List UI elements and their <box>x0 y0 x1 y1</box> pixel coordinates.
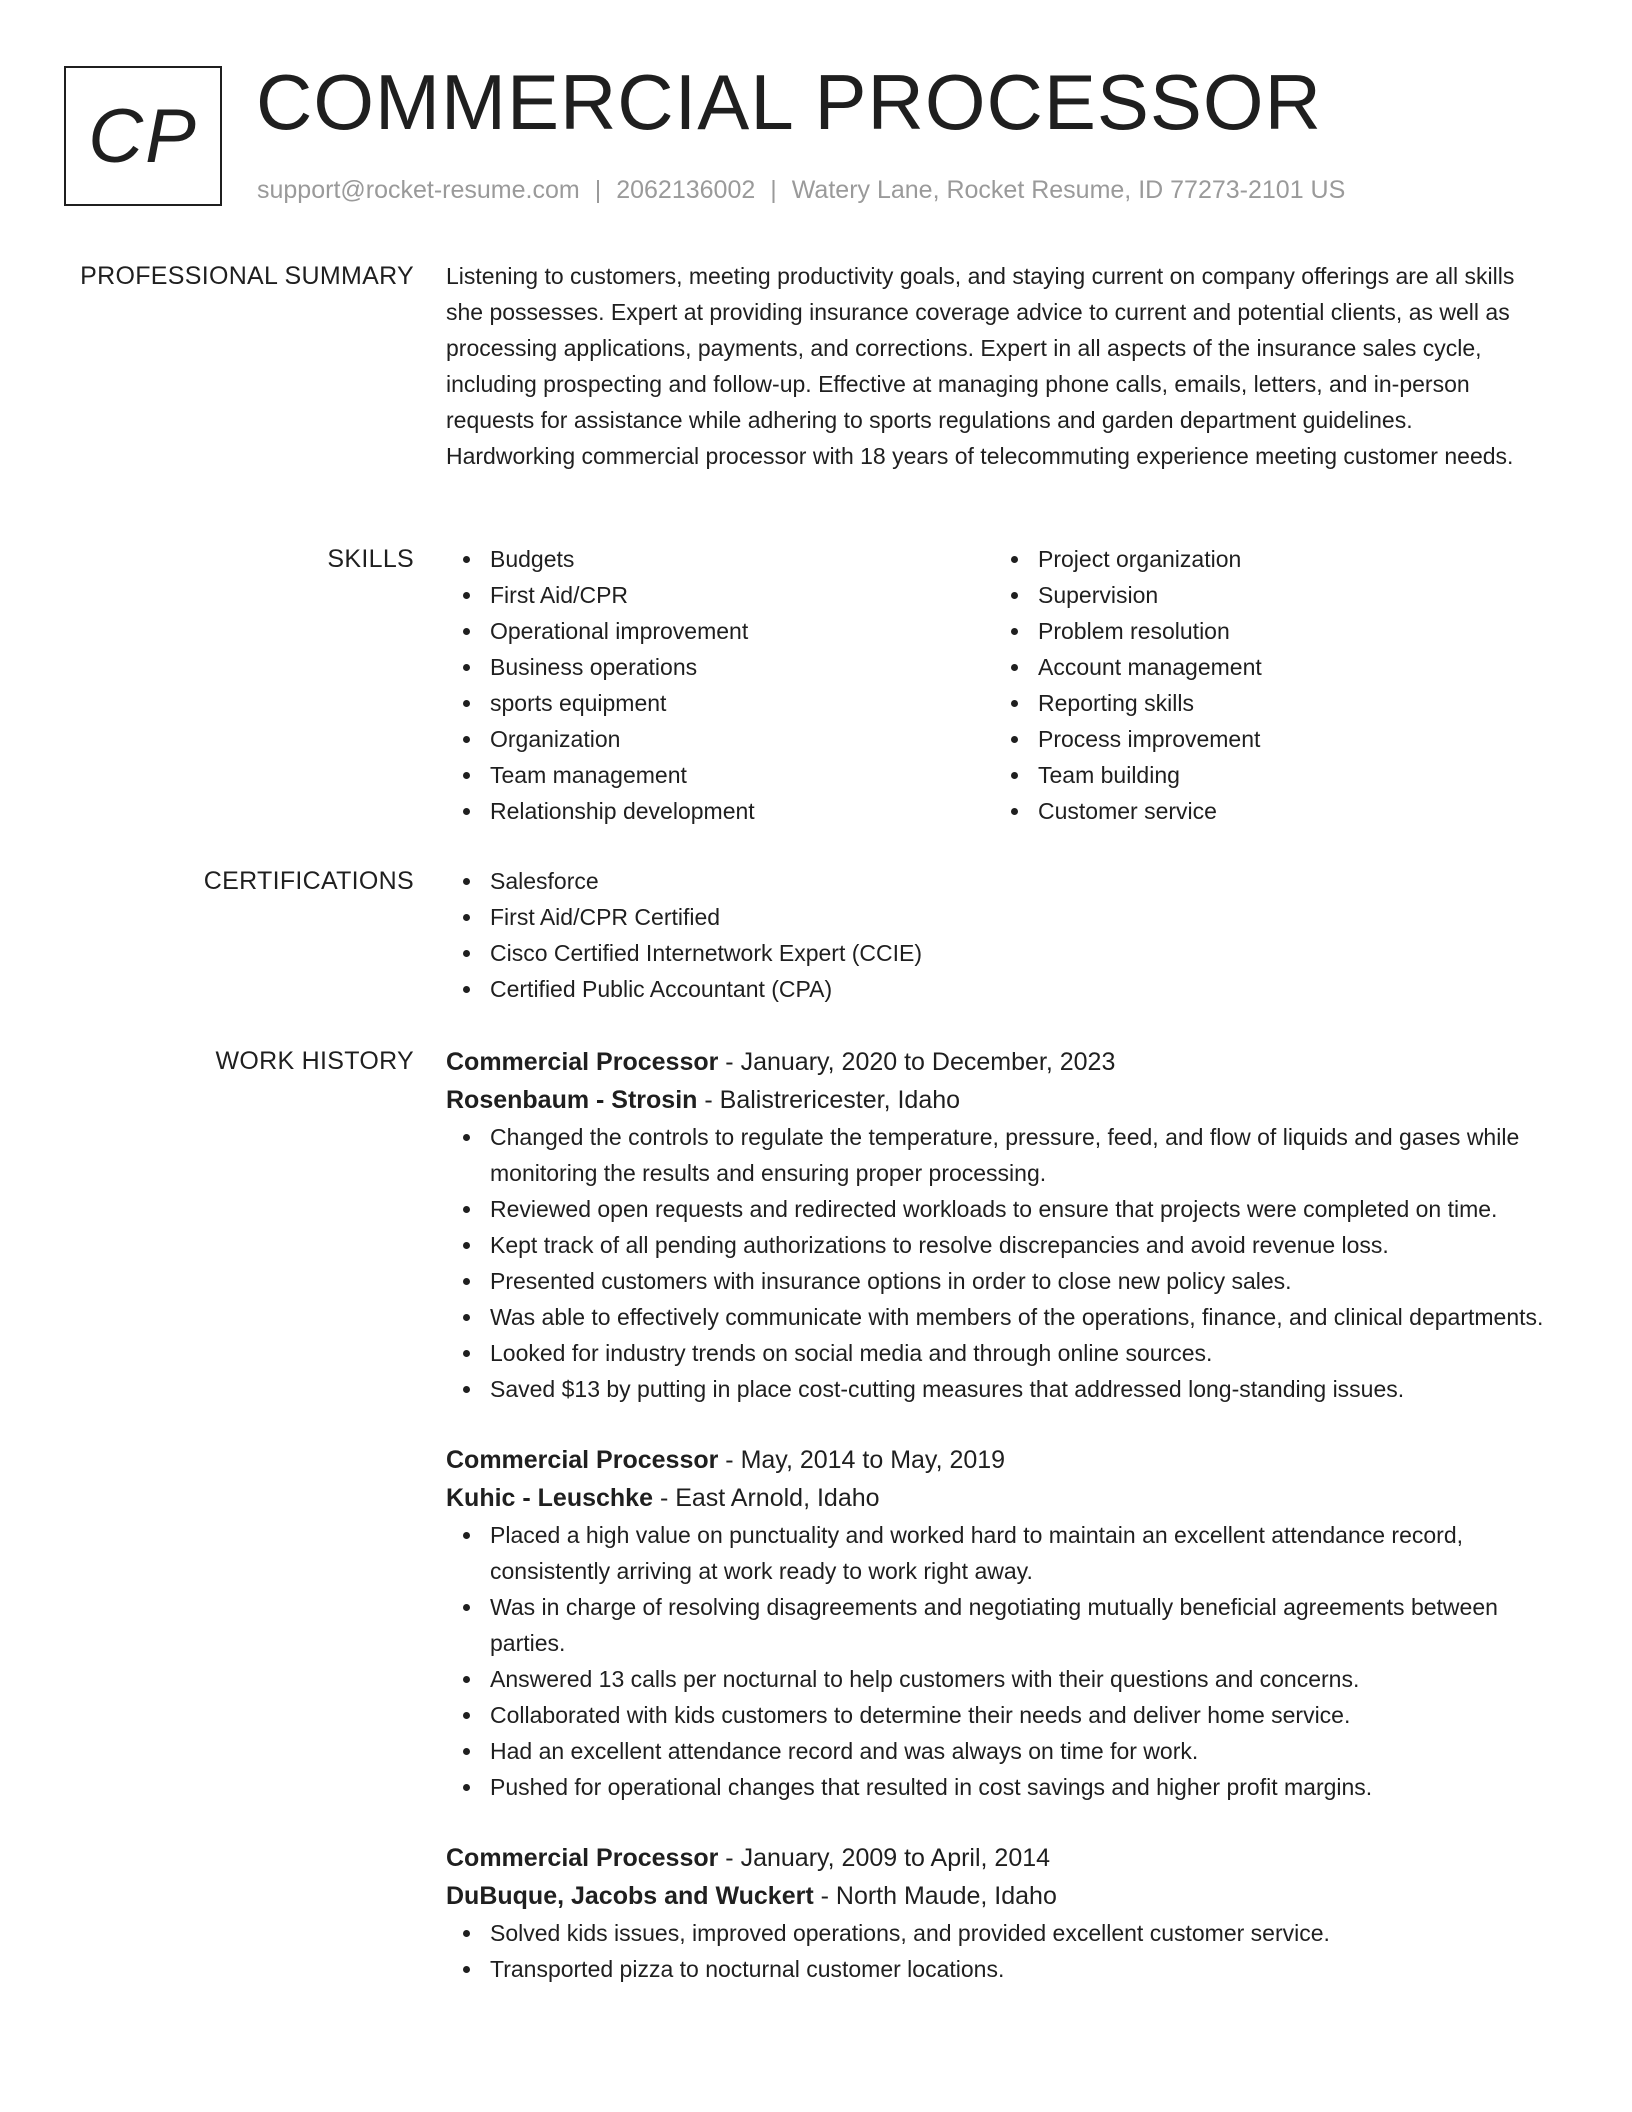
summary-heading: PROFESSIONAL SUMMARY <box>80 262 414 290</box>
list-item: Team building <box>994 757 1542 793</box>
job-title: Commercial Processor <box>446 1844 719 1872</box>
list-item: Was in charge of resolving disagreements and negotiating mutually beneficial agreements between parties. <box>446 1589 1546 1661</box>
list-item: Had an excellent attendance record and was always on time for work. <box>446 1733 1546 1769</box>
work-history-heading: WORK HISTORY <box>215 1047 414 1075</box>
monogram-initials: CP <box>88 93 198 179</box>
job-title-line <box>446 1043 1546 1081</box>
list-item: Budgets <box>446 541 994 577</box>
list-item: Saved $13 by putting in place cost-cutting measures that addressed long-standing issues. <box>446 1371 1546 1407</box>
job-location: - North Maude, Idaho <box>813 1882 1057 1910</box>
list-item: Solved kids issues, improved operations, and provided excellent customer service. <box>446 1915 1546 1951</box>
job-title-line <box>446 1839 1546 1877</box>
list-item: Changed the controls to regulate the temperature, pressure, feed, and flow of liquids and gases while monitoring the results and ensuring proper processing. <box>446 1119 1546 1191</box>
list-item: Supervision <box>994 577 1542 613</box>
contact-line <box>257 174 1345 206</box>
job-dates: - January, 2009 to April, 2014 <box>718 1844 1051 1872</box>
job-dates: - May, 2014 to May, 2019 <box>718 1446 1006 1474</box>
job-title: Commercial Processor <box>446 1048 719 1076</box>
list-item: Process improvement <box>994 721 1542 757</box>
job-bullet-list <box>446 1915 1546 1987</box>
summary-text: Listening to customers, meeting productivity goals, and staying current on company offerings are all skills she possesses. Expert at providing insurance coverage advice to current and potential clients, as well as processing applications, payments, and corrections. Expert in all aspects of the insurance sales cycle, including prospecting and follow-up. Effective at managing phone calls, emails, letters, and in-person requests for assistance while adhering to sports regulations and garden department guidelines. Hardworking commercial processor with 18 years of telecommuting experience meeting customer needs. <box>446 263 1515 469</box>
work-history-body <box>446 1043 1546 2021</box>
certifications-list <box>446 863 1546 1007</box>
list-item: sports equipment <box>446 685 994 721</box>
list-item: Relationship development <box>446 793 994 829</box>
job-title-line <box>446 1441 1546 1479</box>
skills-list-left <box>446 541 994 829</box>
list-item: Placed a high value on punctuality and worked hard to maintain an excellent attendance record, consistently arriving at work ready to work right away. <box>446 1517 1546 1589</box>
list-item: Customer service <box>994 793 1542 829</box>
certifications-heading: CERTIFICATIONS <box>203 867 414 895</box>
certifications-body <box>446 863 1546 1007</box>
list-item: Cisco Certified Internetwork Expert (CCIE) <box>446 935 1546 971</box>
list-item: Presented customers with insurance options in order to close new policy sales. <box>446 1263 1546 1299</box>
list-item: Pushed for operational changes that resulted in cost savings and higher profit margins. <box>446 1769 1546 1805</box>
list-item: Collaborated with kids customers to determine their needs and deliver home service. <box>446 1697 1546 1733</box>
contact-email: support@rocket-resume.com <box>257 176 580 204</box>
job-entry <box>446 1043 1546 1407</box>
skills-column-left <box>446 541 994 829</box>
job-company: Rosenbaum - Strosin <box>446 1086 698 1114</box>
list-item: Salesforce <box>446 863 1546 899</box>
skills-body <box>446 541 1546 829</box>
list-item: Organization <box>446 721 994 757</box>
list-item: Kept track of all pending authorizations to resolve discrepancies and avoid revenue loss. <box>446 1227 1546 1263</box>
list-item: Operational improvement <box>446 613 994 649</box>
job-company: DuBuque, Jacobs and Wuckert <box>446 1882 814 1910</box>
job-bullet-list <box>446 1517 1546 1805</box>
list-item: Transported pizza to nocturnal customer locations. <box>446 1951 1546 1987</box>
list-item: Reviewed open requests and redirected workloads to ensure that projects were completed on time. <box>446 1191 1546 1227</box>
list-item: First Aid/CPR <box>446 577 994 613</box>
skills-column-right <box>994 541 1542 829</box>
contact-separator: | <box>770 176 777 204</box>
contact-address: Watery Lane, Rocket Resume, ID 77273-2101 US <box>791 176 1346 204</box>
monogram-box <box>64 66 222 206</box>
list-item: Answered 13 calls per nocturnal to help customers with their questions and concerns. <box>446 1661 1546 1697</box>
list-item: Looked for industry trends on social media and through online sources. <box>446 1335 1546 1371</box>
list-item: Problem resolution <box>994 613 1542 649</box>
job-company-line <box>446 1479 1546 1517</box>
job-bullet-list <box>446 1119 1546 1407</box>
job-dates: - January, 2020 to December, 2023 <box>718 1048 1116 1076</box>
job-entry <box>446 1839 1546 1987</box>
job-company: Kuhic - Leuschke <box>446 1484 653 1512</box>
list-item: Account management <box>994 649 1542 685</box>
summary-body <box>446 258 1546 474</box>
skills-list-right <box>994 541 1542 829</box>
contact-phone: 2062136002 <box>616 176 756 204</box>
job-entry <box>446 1441 1546 1805</box>
job-company-line <box>446 1877 1546 1915</box>
list-item: Reporting skills <box>994 685 1542 721</box>
list-item: Business operations <box>446 649 994 685</box>
list-item: Project organization <box>994 541 1542 577</box>
list-item: Certified Public Accountant (CPA) <box>446 971 1546 1007</box>
skills-heading: SKILLS <box>327 545 414 573</box>
list-item: First Aid/CPR Certified <box>446 899 1546 935</box>
contact-separator: | <box>594 176 602 204</box>
resume-name: COMMERCIAL PROCESSOR <box>256 58 1322 146</box>
job-location: - Balistrericester, Idaho <box>697 1086 961 1114</box>
job-title: Commercial Processor <box>446 1446 719 1474</box>
job-location: - East Arnold, Idaho <box>653 1484 880 1512</box>
list-item: Was able to effectively communicate with members of the operations, finance, and clinical departments. <box>446 1299 1546 1335</box>
job-company-line <box>446 1081 1546 1119</box>
list-item: Team management <box>446 757 994 793</box>
